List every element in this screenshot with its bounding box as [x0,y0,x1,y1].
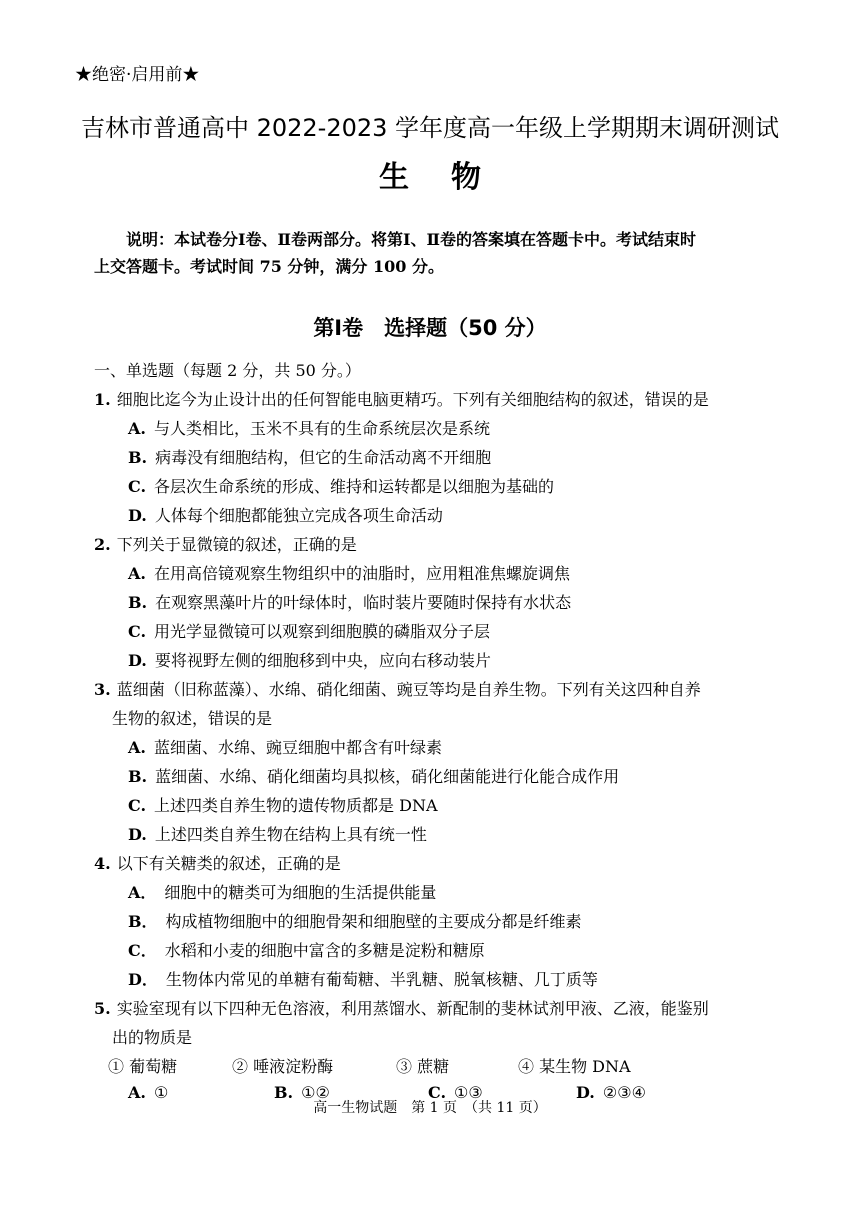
question-text: 细胞比迄今为止设计出的任何智能电脑更精巧。下列有关细胞结构的叙述，错误的是 [116,390,709,409]
question-text: 下列关于显微镜的叙述，正确的是 [116,535,357,554]
page-footer: 高一生物试题 第 1 页 （共 11 页） [313,1100,547,1116]
question-5-answer-c: C. ①③ [428,1083,483,1102]
question-5-stem [94,996,709,1019]
question-2-option-c: C. 用光学显微镜可以观察到细胞膜的磷脂双分子层 [128,622,491,641]
instructions-line-2: 上交答题卡。考试时间 75 分钟，满分 100 分。 [94,257,444,276]
question-3-option-a: A. 蓝细菌、水绵、豌豆细胞中都含有叶绿素 [128,738,442,757]
question-4-option-b: B． 构成植物细胞中的细胞骨架和细胞壁的主要成分都是纤维素 [128,912,582,931]
question-2-option-b: B. 在观察黑藻叶片的叶绿体时，临时装片要随时保持有水状态 [128,593,572,612]
part-title: 第Ⅰ卷 选择题（50 分） [313,316,547,340]
question-2-option-d: D. 要将视野左侧的细胞移到中央，应向右移动装片 [128,651,491,670]
instructions-line-1: 说明：本试卷分Ⅰ卷、Ⅱ卷两部分。将第Ⅰ、Ⅱ卷的答案填在答题卡中。考试结束时 [126,230,696,249]
question-1-option-c: C. 各层次生命系统的形成、维持和运转都是以细胞为基础的 [128,477,555,496]
question-number: 5. [94,999,111,1018]
exam-title: 吉林市普通高中 2022-2023 学年度高一年级上学期期末调研测试 [80,114,780,142]
question-5-answer-a: A. ① [128,1083,169,1102]
question-4-option-d: D． 生物体内常见的单糖有葡萄糖、半乳糖、脱氧核糖、几丁质等 [128,970,598,989]
item-2: ② 唾液淀粉酶 [232,1057,334,1076]
question-1-option-a: A. 与人类相比，玉米不具有的生命系统层次是系统 [128,419,490,438]
question-3-stem-continued: 生物的叙述，错误的是 [112,709,273,728]
question-3-option-c: C. 上述四类自养生物的遗传物质都是 DNA [128,796,438,815]
question-4-stem [94,851,341,874]
question-text: 蓝细菌（旧称蓝藻）、水绵、硝化细菌、豌豆等均是自养生物。下列有关这四种自养 [116,680,701,699]
question-1-option-b: B. 病毒没有细胞结构，但它的生命活动离不开细胞 [128,448,492,467]
question-3-option-b: B. 蓝细菌、水绵、硝化细菌均具拟核，硝化细菌能进行化能合成作用 [128,767,620,786]
question-number: 1. [94,390,111,409]
question-5-answer-d: D. ②③④ [576,1083,646,1102]
question-text: 以下有关糖类的叙述，正确的是 [116,854,341,873]
question-5-answer-b: B. ①② [274,1083,330,1102]
question-2-stem [94,532,357,555]
question-5-items [108,1054,631,1077]
question-number: 3. [94,680,111,699]
question-number: 4. [94,854,111,873]
question-1-stem [94,387,709,410]
section-label: 一、单选题（每题 2 分，共 50 分。） [94,361,361,380]
question-2-option-a: A. 在用高倍镜观察生物组织中的油脂时，应用粗准焦螺旋调焦 [128,564,570,583]
item-3: ③ 蔗糖 [396,1057,450,1076]
item-1: ① 葡萄糖 [108,1057,178,1076]
question-3-stem [94,677,701,700]
question-text: 实验室现有以下四种无色溶液，利用蒸馏水、新配制的斐林试剂甲液、乙液，能鉴别 [116,999,709,1018]
confidential-label: ★绝密·启用前★ [75,65,200,85]
subject-title: 生物 [379,160,523,195]
question-1-option-d: D. 人体每个细胞都能独立完成各项生命活动 [128,506,443,525]
item-4: ④ 某生物 DNA [518,1057,631,1076]
question-number: 2. [94,535,111,554]
question-5-stem-continued: 出的物质是 [112,1028,193,1047]
question-4-option-c: C． 水稻和小麦的细胞中富含的多糖是淀粉和糖原 [128,941,485,960]
question-3-option-d: D. 上述四类自养生物在结构上具有统一性 [128,825,427,844]
question-4-option-a: A． 细胞中的糖类可为细胞的生活提供能量 [128,883,437,902]
